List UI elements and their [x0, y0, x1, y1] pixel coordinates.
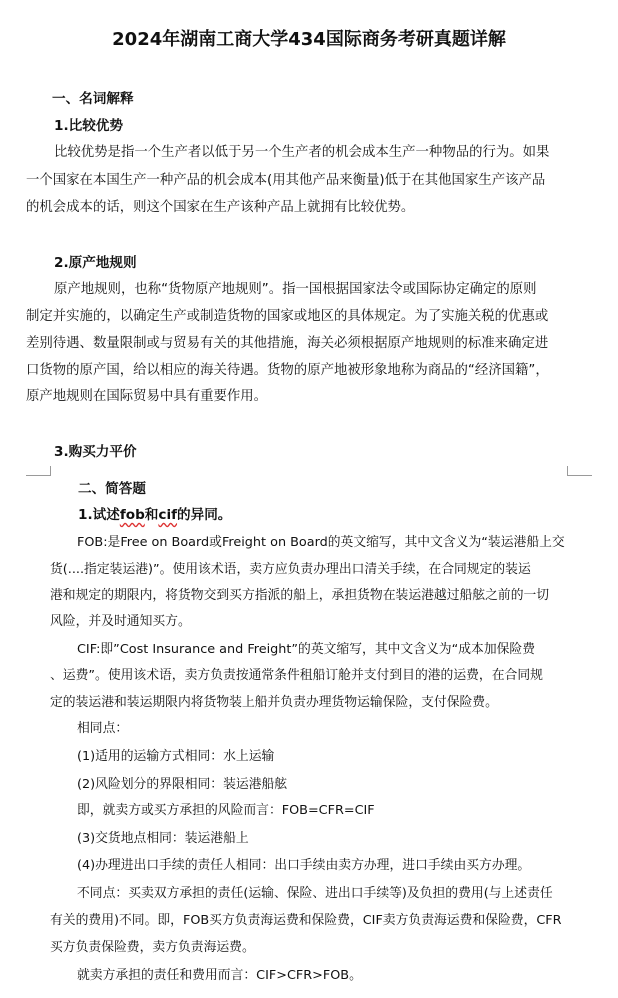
question-suffix: 的异同。	[177, 507, 232, 523]
diff-line: 不同点：买卖双方承担的责任(运输、保险、进出口手续等)及负担的费用(与上述责任	[77, 886, 553, 901]
same-point: 即，就卖方或买方承担的风险而言：FOB=CFR=CIF	[77, 803, 375, 818]
document-title: 2024年湖南工商大学434国际商务考研真题详解	[112, 29, 506, 50]
question-term-cif: cif	[158, 507, 178, 523]
fob-line: 港和规定的期限内，将货物交到买方指派的船上，承担货物在装运港越过船舷之前的一切	[50, 588, 550, 603]
question-prefix: 1.试述	[78, 507, 120, 523]
diff-line: 有关的费用)不同。即，FOB买方负责海运费和保险费，CIF卖方负责海运费和保险费，CFR	[50, 913, 562, 928]
item3-heading: 3.购买力平价	[54, 444, 137, 460]
item2-line: 差别待遇、数量限制或与贸易有关的其他措施，海关必须根据原产地规则的标准来确定进	[26, 336, 549, 351]
page-corner-mark	[567, 466, 568, 476]
summary-line: 就卖方承担的责任和费用而言：CIF>CFR>FOB。	[77, 968, 362, 983]
fob-line: 风险，并及时通知买方。	[50, 614, 191, 629]
item1-line: 的机会成本的话，则这个国家在生产该种产品上就拥有比较优势。	[26, 200, 415, 215]
cif-line: 定的装运港和装运期限内将货物装上船并负责办理货物运输保险，支付保险费。	[50, 695, 498, 710]
same-heading: 相同点：	[77, 721, 129, 736]
diff-line: 买方负责保险费，卖方负责海运费。	[50, 940, 255, 955]
page-corner-mark	[50, 466, 51, 476]
same-point: (3)交货地点相同：装运港船上	[77, 831, 249, 846]
same-point: (4)办理进出口手续的责任人相同：出口手续由卖方办理，进口手续由买方办理。	[77, 858, 531, 873]
fob-line: FOB:是Free on Board或Freight on Board的英文缩写，其中文含义为“装运港船上交	[77, 535, 565, 550]
fob-line: 货(....指定装运港)”。使用该术语，卖方应负责办理出口清关手续，在合同规定的装运	[50, 562, 531, 577]
same-point: (2)风险划分的界限相同：装运港船舷	[77, 777, 288, 792]
item2-heading: 2.原产地规则	[54, 255, 137, 271]
item1-line: 一个国家在本国生产一种产品的机会成本(用其他产品来衡量)低于在其他国家生产该产品	[26, 173, 546, 188]
item2-line: 原产地规则，也称“货物原产地规则”。指一国根据国家法令或国际协定确定的原则	[54, 282, 537, 297]
item1-line: 比较优势是指一个生产者以低于另一个生产者的机会成本生产一种物品的行为。如果	[54, 145, 550, 160]
item2-line: 原产地规则在国际贸易中具有重要作用。	[26, 389, 268, 404]
cif-line: 、运费”。使用该术语，卖方负责按通常条件租船订舱并支付到目的港的运费，在合同规	[50, 668, 543, 683]
page-corner-mark	[568, 475, 592, 476]
page-corner-mark	[26, 475, 50, 476]
section1-heading: 一、名词解释	[52, 91, 134, 107]
item1-heading: 1.比较优势	[54, 118, 123, 134]
cif-line: CIF:即”Cost Insurance and Freight”的英文缩写，其中文含义为“成本加保险费	[77, 642, 536, 657]
section2-heading: 二、简答题	[78, 481, 146, 497]
question-mid: 和	[144, 507, 159, 523]
same-point: (1)适用的运输方式相同：水上运输	[77, 749, 275, 764]
item2-line: 制定并实施的，以确定生产或制造货物的国家或地区的具体规定。为了实施关税的优惠或	[26, 309, 549, 324]
item2-line: 口货物的原产国，给以相应的海关待遇。货物的原产地被形象地称为商品的“经济国籍”，	[26, 363, 549, 378]
question-term-fob: fob	[119, 507, 145, 523]
question-heading	[78, 505, 231, 525]
